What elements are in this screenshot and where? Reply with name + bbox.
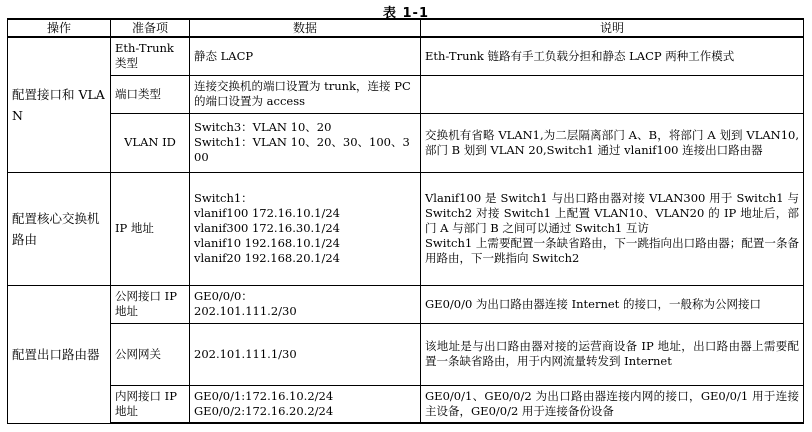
table-row [8, 113, 804, 172]
group-cell-interface-vlan: 配置接口和 VLAN [8, 37, 111, 172]
data-line: vlanif10 192.168.10.1/24 [194, 236, 340, 250]
desc-cell [421, 75, 804, 113]
item-cell: VLAN ID [111, 113, 190, 172]
table-row [8, 385, 804, 423]
data-cell [190, 172, 421, 285]
desc-cell: Eth-Trunk 链路有手工负载分担和静态 LACP 两种工作模式 [421, 37, 804, 75]
data-line: Switch3：VLAN 10、20 [194, 120, 332, 134]
item-cell: IP 地址 [111, 172, 190, 285]
desc-cell: GE0/0/1、GE0/0/2 为出口路由器连接内网的接口，GE0/0/1 用于连接主设备，GE0/0/2 用于连接备份设备 [421, 385, 804, 423]
table-row [8, 75, 804, 113]
desc-line: Switch1 上需要配置一条缺省路由，下一跳指向出口路由器；配置一条备用路由，下一跳指向 Switch2 [425, 236, 799, 265]
item-cell: 内网接口 IP 地址 [111, 385, 190, 423]
item-cell: 公网网关 [111, 323, 190, 385]
header-desc: 说明 [421, 19, 804, 37]
data-line: Switch1： [194, 191, 253, 205]
header-op: 操作 [8, 19, 111, 37]
item-cell: Eth-Trunk 类型 [111, 37, 190, 75]
data-cell: 202.101.111.1/30 [190, 323, 421, 385]
data-line: 202.101.111.2/30 [194, 304, 297, 318]
config-table [7, 18, 804, 424]
data-cell: 连接交换机的端口设置为 trunk，连接 PC 的端口设置为 access [190, 75, 421, 113]
table-caption: 表 1-1 [382, 6, 429, 21]
data-line: GE0/0/0： [194, 289, 253, 303]
header-data: 数据 [190, 19, 421, 37]
data-line: vlanif20 192.168.20.1/24 [194, 251, 340, 265]
item-cell: 公网接口 IP 地址 [111, 285, 190, 323]
data-cell [190, 113, 421, 172]
desc-line: Vlanif100 是 Switch1 与出口路由器对接 VLAN300 用于 Switch1 与 Switch2 对接 Switch1 上配置 VLAN10、VLAN20 的 IP 地址后，部门 A 与部门 B 之间可以通过 Switch1 互访 [425, 191, 799, 235]
data-line: GE0/0/1:172.16.10.2/24 [194, 388, 334, 403]
data-cell [190, 385, 421, 423]
table-row [8, 285, 804, 323]
desc-cell: 该地址是与出口路由器对接的运营商设备 IP 地址，出口路由器上需要配置一条缺省路由，用于内网流量转发到 Internet [421, 323, 804, 385]
desc-cell [421, 172, 804, 285]
data-cell [190, 285, 421, 323]
data-line: vlanif100 172.16.10.1/24 [194, 206, 340, 220]
data-line: vlanif300 172.16.30.1/24 [194, 221, 340, 235]
desc-cell: GE0/0/0 为出口路由器连接 Internet 的接口，一般称为公网接口 [421, 285, 804, 323]
data-line: GE0/0/2:172.16.20.2/24 [194, 403, 334, 418]
item-cell: 端口类型 [111, 75, 190, 113]
table-row [8, 323, 804, 385]
group-cell-egress-router: 配置出口路由器 [8, 285, 111, 423]
group-cell-core-switch-routing: 配置核心交换机路由 [8, 172, 111, 285]
table-row [8, 172, 804, 285]
data-line: Switch1：VLAN 10、20、30、100、300 [194, 135, 410, 164]
desc-cell: 交换机有省略 VLAN1,为二层隔离部门 A、B，将部门 A 划到 VLAN10,部门 B 划到 VLAN 20,Switch1 通过 vlanif100 连接出口路由器 [421, 113, 804, 172]
table-row [8, 37, 804, 75]
data-cell: 静态 LACP [190, 37, 421, 75]
header-item: 准备项 [111, 19, 190, 37]
table-header-row [8, 19, 804, 37]
